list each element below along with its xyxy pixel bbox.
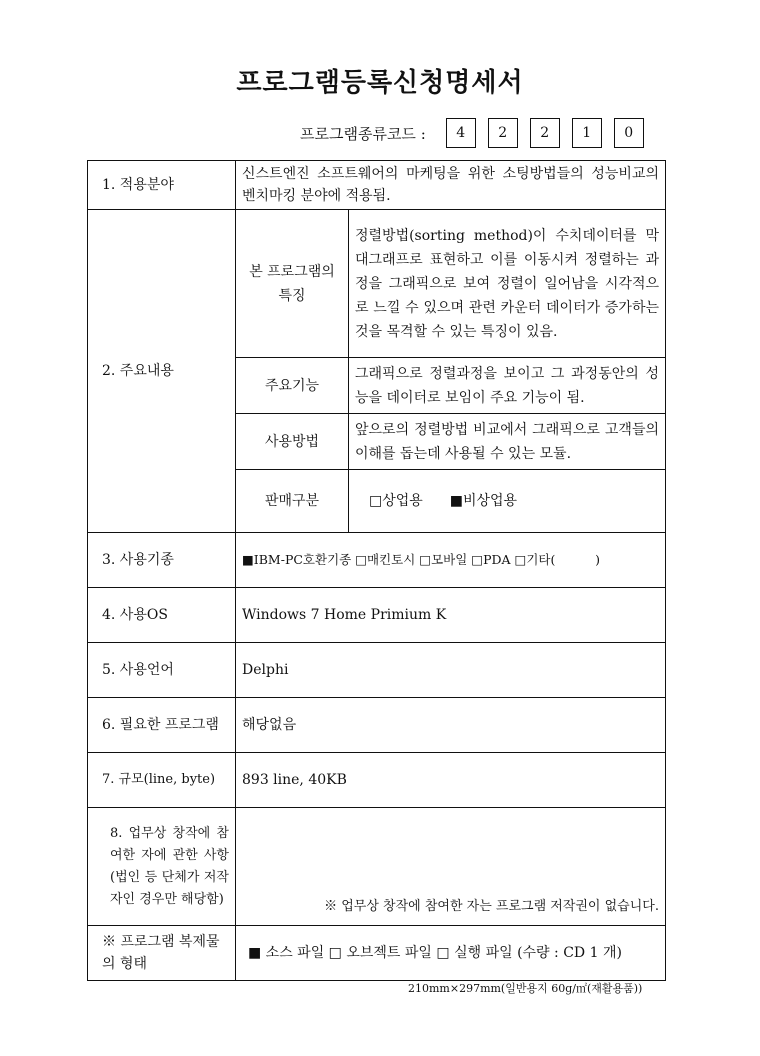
row-language bbox=[88, 643, 666, 698]
sales-option-commercial[interactable]: □상업용 bbox=[369, 493, 423, 509]
registration-form-table bbox=[87, 160, 666, 981]
row-machine bbox=[88, 533, 666, 588]
os-label: 4. 사용OS bbox=[88, 588, 236, 643]
machine-value[interactable]: ■IBM-PC호환기종 □매킨토시 □모바일 □PDA □기타( ) bbox=[236, 533, 666, 588]
machine-label: 3. 사용기종 bbox=[88, 533, 236, 588]
program-code-digit-1[interactable]: 4 bbox=[446, 118, 476, 148]
usage-value[interactable]: 앞으로의 정렬방법 비교에서 그래픽으로 고객들의 이해를 돕는데 사용될 수 있는 모듈. bbox=[349, 414, 666, 470]
scale-value[interactable]: 893 line, 40KB bbox=[236, 753, 666, 808]
field-value[interactable]: 신스트엔진 소프트웨어의 마케팅을 위한 소팅방법들의 성능비교의 벤치마킹 분야에 적용됨. bbox=[236, 161, 666, 210]
paper-spec-footer: 210mm×297mm(일반용지 60g/㎡(재활용품)) bbox=[408, 982, 643, 995]
language-label: 5. 사용언어 bbox=[88, 643, 236, 698]
feature-label: 본 프로그램의 특징 bbox=[236, 210, 349, 358]
sales-option-noncommercial[interactable]: ■비상업용 bbox=[449, 493, 518, 509]
copy-form-value[interactable]: ■ 소스 파일 □ 오브젝트 파일 □ 실행 파일 (수량 : CD 1 개) bbox=[236, 926, 666, 981]
row-os bbox=[88, 588, 666, 643]
needed-program-value[interactable]: 해당없음 bbox=[236, 698, 666, 753]
row-scale bbox=[88, 753, 666, 808]
program-code-digit-4[interactable]: 1 bbox=[572, 118, 602, 148]
creators-note: ※ 업무상 창작에 참여한 자는 프로그램 저작권이 없습니다. bbox=[236, 808, 666, 926]
row-needed-program bbox=[88, 698, 666, 753]
os-value[interactable]: Windows 7 Home Primium K bbox=[236, 588, 666, 643]
row-creators bbox=[88, 808, 666, 926]
feature-value[interactable]: 정렬방법(sorting method)이 수치데이터를 막대그래프로 표현하고 이를 이동시켜 정렬하는 과정을 그래픽으로 보여 정렬이 일어남을 시각적으로 느낄 수 있으며 관련 카운터 데이터가 증가하는 것을 목격할 수 있는 특징이 있음. bbox=[349, 210, 666, 358]
scale-label: 7. 규모(line, byte) bbox=[88, 753, 236, 808]
function-label: 주요기능 bbox=[236, 358, 349, 414]
creators-label: 8. 업무상 창작에 참여한 자에 관한 사항(법인 등 단체가 저작자인 경우만 해당함) bbox=[88, 808, 236, 926]
row-feature bbox=[88, 210, 666, 358]
row-field bbox=[88, 161, 666, 210]
program-code-digit-2[interactable]: 2 bbox=[488, 118, 518, 148]
copy-form-label: ※ 프로그램 복제물의 형태 bbox=[88, 926, 236, 981]
program-code-row bbox=[300, 118, 644, 148]
sales-label: 판매구분 bbox=[236, 470, 349, 533]
row-copy-form bbox=[88, 926, 666, 981]
program-code-digit-5[interactable]: 0 bbox=[614, 118, 644, 148]
language-value[interactable]: Delphi bbox=[236, 643, 666, 698]
main-content-label: 2. 주요내용 bbox=[88, 210, 236, 533]
page-title: 프로그램등록신청명세서 bbox=[236, 68, 524, 98]
field-label: 1. 적용분야 bbox=[88, 161, 236, 210]
program-code-label: 프로그램종류코드 : bbox=[300, 124, 426, 143]
function-value[interactable]: 그래픽으로 정렬과정을 보이고 그 과정동안의 성능을 데이터로 보임이 주요 기능이 됨. bbox=[349, 358, 666, 414]
program-code-digit-3[interactable]: 2 bbox=[530, 118, 560, 148]
needed-program-label: 6. 필요한 프로그램 bbox=[88, 698, 236, 753]
usage-label: 사용방법 bbox=[236, 414, 349, 470]
